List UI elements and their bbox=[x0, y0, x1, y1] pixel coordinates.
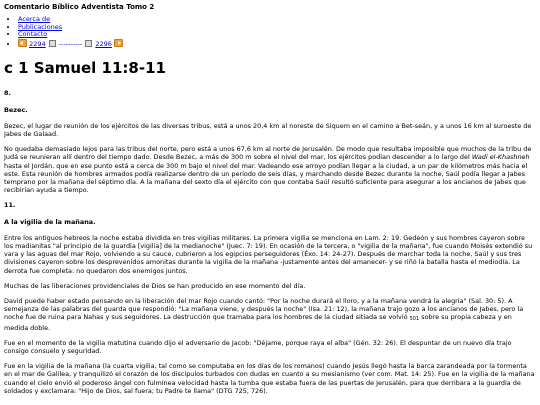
paragraph-text: David puede haber estado pensando en la liberación del mar Rojo cuando cantó: "Por la noche durará el lloro, y a la mañana vendrá la alegría" (Sal. 30: 5). A semejanza de las palabras del guarda que respondió: "La mañana viene, y después la noche" (Isa. 21: 12), la mañana trajo gozo a los ancianos de Jabes, pero la noche fue de ruina para Nahas y sus seguidores. La destrucción que tramaba para los hombres de la ciudad sitiada se volvió bbox=[4, 297, 524, 322]
pager-separator: ---------- bbox=[56, 39, 85, 48]
next-page-link[interactable]: 2296 bbox=[95, 39, 112, 48]
commentary-body bbox=[4, 89, 536, 395]
prev-page-link[interactable]: 2294 bbox=[29, 39, 46, 48]
paragraph bbox=[4, 297, 536, 332]
verse-number: 11. bbox=[4, 201, 16, 210]
section-heading: A la vigilia de la mañana. bbox=[4, 217, 96, 226]
place-name: Wadi el-Khashneh bbox=[471, 153, 530, 162]
nav-item bbox=[18, 24, 536, 32]
page-title: c 1 Samuel 11:8-11 bbox=[4, 59, 166, 78]
paragraph: Bezec, el lugar de reunión de los ejércitos de las diversas tribus, está a unos 20,4 km al noreste de Siquem en el camino a Bet-seán, y a unos 16 km al suroeste de Jabes de Galaad. bbox=[4, 121, 532, 138]
nav-item bbox=[18, 31, 536, 39]
nav-list bbox=[4, 16, 536, 48]
page-icon bbox=[49, 40, 56, 47]
verse-number: 8. bbox=[4, 89, 11, 98]
nav-link-publications[interactable]: Publicaciones bbox=[18, 22, 63, 31]
nav-item bbox=[18, 16, 536, 24]
paragraph: Muchas de las liberaciones providenciales de Dios se han producido en ese momento del día. bbox=[4, 281, 306, 290]
pager bbox=[18, 39, 536, 49]
arrow-left-icon[interactable] bbox=[18, 39, 27, 47]
arrow-right-icon[interactable] bbox=[114, 39, 123, 47]
paragraph-text: No quedaba demasiado lejos para las tribus del norte, pero está a unos 67,6 km al norte de Jerusalén. De modo que resultaba imposible que muchos de la tribu de Judá se reunieran allí dentro del tiempo dado. Desde Bezec, a más de 300 m sobre el nivel del mar, los ejércitos podían descender a lo largo del bbox=[4, 145, 532, 162]
site-title: Comentario Bíblico Adventista Tomo 2 bbox=[4, 3, 155, 11]
paragraph: Entre los antiguos hebreos la noche estaba dividida en tres vigilias militares. La primera vigilia se menciona en Lam. 2: 19. Gedeón y sus hombres cayeron sobre los madianitas "al principio de la guardia [vigilia] de la medianoche" (Juec. 7: 19). En ocasión de la tercera, o "vigilia de la mañana", fue cuando Moisés extendió su vara y las aguas del mar Rojo, volviendo a su cauce, cubrieron a los egipcios perseguidores (Éxo. 14: 24-27). Después de marchar toda la noche, Saúl y sus tres divisiones cayeron sobre los desprevenidos amonitas durante la vigilia de la mañana -justamente antes del amanecer- y se riñó la batalla hasta el mediodía. La derrota fue completa: no quedaron dos enemigos juntos. bbox=[4, 233, 533, 275]
paragraph: Fue en el momento de la vigilia matutina cuando dijo el adversario de Jacob: "Déjame, porque raya el alba" (Gén. 32: 26). El despuntar de un nuevo día trajo consigo consuelo y seguridad. bbox=[4, 338, 512, 356]
page-icon bbox=[85, 40, 92, 47]
paragraph bbox=[4, 145, 536, 194]
section-heading: Bezec. bbox=[4, 105, 28, 114]
page-number-marker: 501 bbox=[409, 316, 420, 323]
nav-link-about[interactable]: Acerca de bbox=[18, 15, 51, 23]
paragraph: Fue en la vigilia de la mañana (la cuarta vigilia, tal como se computaba en los días de los romanos) cuando Jesús llegó hasta la barca zarandeada por la tormenta en el mar de Galilea, y tranquilizó el corazón de los discípulos turbados con dudas en cuanto a su mesianismo (ver com. Mat. 14: 25). Fue en la vigilia de la mañana cuando el cielo envió el poderoso ángel con fulmínea velocidad hasta la tumba que estaba fuera de las puertas de Jerusalén, para que derribara a la guardia de soldados y exclamara: "Hijo de Dios, sal fuera; tu Padre te llama" (DTG 725, 726). bbox=[4, 362, 535, 395]
paragraph-text: sobre su propia cabeza y en medida doble. bbox=[4, 313, 512, 332]
nav-link-contact[interactable]: Contacto bbox=[18, 30, 48, 39]
paragraph-text: hasta el Jordán, que en ese punto está a cerca de 300 m bajo el nivel del mar. Vadeando ese arroyo podían llegar a la ciudad, a un par de kilómetros más hacia el este. Esta reunión de hombres armados podía realizarse dentro de un período de seis días, y marchando desde Bezec durante la noche, Saúl podía llegar a Jabes temprano por la mañana del séptimo día. A la mañana del sexto día el ejército con que contaba Saúl resultó suficiente para asegurar a los ancianos de Jabes que recibirían ayuda a tiempo. bbox=[4, 161, 528, 195]
